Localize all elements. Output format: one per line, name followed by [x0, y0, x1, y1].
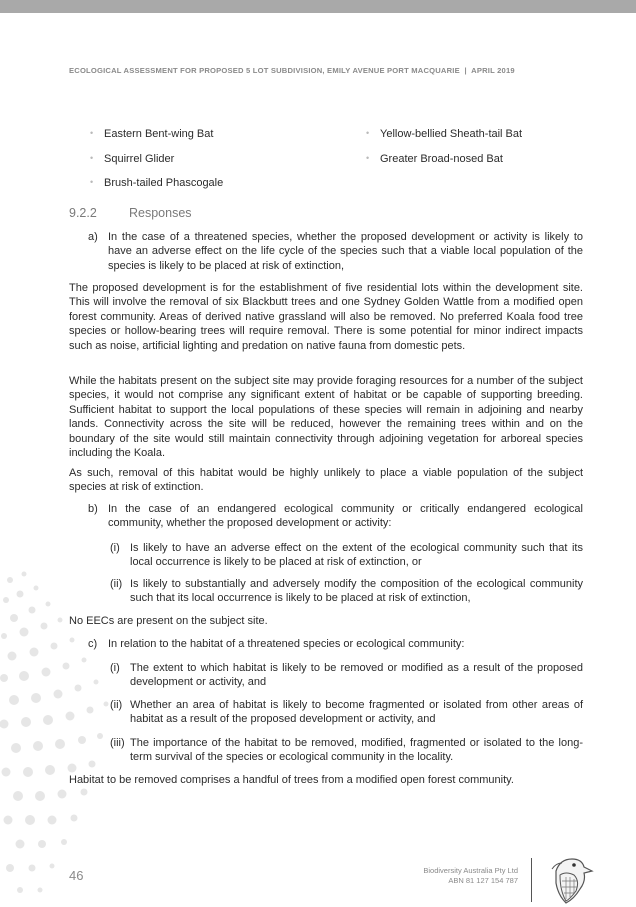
- list-item: • Greater Broad-nosed Bat: [366, 153, 503, 165]
- bullet-icon: •: [90, 128, 94, 138]
- item-b-sub-i-label: (i): [110, 542, 120, 554]
- company-name: Biodiversity Australia Pty Ltd: [423, 866, 518, 875]
- item-c-sub-iii-label: (iii): [110, 737, 125, 749]
- top-banner-bar: [0, 0, 636, 13]
- item-c-text: In relation to the habitat of a threatened species or ecological community:: [108, 638, 465, 650]
- item-a-text: In the case of a threatened species, whether the proposed development or activity is likely to have an adverse effect on the life cycle of the species such that a viable local population of the species is likely to be placed at risk of extinction,: [108, 231, 583, 272]
- bullet-icon: •: [366, 153, 370, 163]
- company-abn: ABN 81 127 154 787: [448, 876, 518, 885]
- item-c-sub-i-text: The extent to which habitat is likely to be removed or modified as a result of the proposed development or activity, and: [130, 662, 583, 689]
- paragraph-5: Habitat to be removed comprises a handful of trees from a modified open forest community.: [69, 774, 514, 786]
- item-c-sub-i-label: (i): [110, 662, 120, 674]
- paragraph-1: The proposed development is for the establishment of five residential lots within the development site. This will involve the removal of six Blackbutt trees and one Sydney Golden Wattle from a modified open forest community. Areas of derived native grassland will also be removed. No preferred Koala food tree species or hollow-bearing trees will require removal. There is some potential for minor indirect impacts such as noise, artificial lighting and predation on native fauna from domestic pets.: [69, 282, 583, 352]
- item-b-label: b): [88, 503, 98, 515]
- item-c-label: c): [88, 638, 98, 650]
- footer-divider: [531, 858, 532, 902]
- header-separator: |: [464, 66, 467, 75]
- item-b-sub-ii-text: Is likely to substantially and adversely modify the composition of the ecological community such that its local occurrence is likely to be placed at risk of extinction,: [130, 578, 583, 605]
- list-item: • Eastern Bent-wing Bat: [90, 128, 214, 140]
- bullet-icon: •: [366, 128, 370, 138]
- item-a-label: a): [88, 231, 98, 243]
- item-b-text: In the case of an endangered ecological community or critically endangered ecological community, whether the proposed development or activity:: [108, 503, 583, 530]
- page-number: 46: [69, 868, 84, 883]
- item-b-sub-ii-label: (ii): [110, 578, 123, 590]
- paragraph-2: While the habitats present on the subject site may provide foraging resources for a number of the subject species, it would not comprise any significant extent of habitat or be capable of supporting breeding. Sufficient habitat to support the local populations of these species will remain in adjoining and nearby lands. Connectivity across the site will be reduced, however the remaining trees within and on the boundary of the site would still maintain connectivity through adjoining vegetation for arboreal species including the Koala.: [69, 375, 583, 460]
- bullet-icon: •: [90, 153, 94, 163]
- decorative-dot-pattern: [0, 560, 120, 907]
- list-item: • Yellow-bellied Sheath-tail Bat: [366, 128, 523, 140]
- item-c-sub-iii-text: The importance of the habitat to be removed, modified, fragmented or isolated to the long-term survival of the species or ecological community in the locality.: [130, 737, 583, 764]
- running-header: [69, 66, 589, 75]
- company-info: [400, 866, 518, 886]
- running-title: ECOLOGICAL ASSESSMENT FOR PROPOSED 5 LOT SUBDIVISION, EMILY AVENUE PORT MACQUARIE: [69, 66, 460, 75]
- item-c-sub-ii-label: (ii): [110, 699, 123, 711]
- paragraph-3: As such, removal of this habitat would be highly unlikely to place a viable population of the subject species at risk of extinction.: [69, 467, 583, 494]
- section-number: 9.2.2: [69, 206, 97, 220]
- item-c-sub-ii-text: Whether an area of habitat is likely to become fragmented or isolated from other areas of habitat as a result of the proposed development or activity, and: [130, 699, 583, 726]
- bird-logo-icon: [546, 851, 594, 905]
- item-b-sub-i-text: Is likely to have an adverse effect on the extent of the ecological community such that its local occurrence is likely to be placed at risk of extinction, or: [130, 542, 583, 569]
- bullet-icon: •: [90, 177, 94, 187]
- section-heading: [69, 206, 192, 220]
- list-item: • Brush-tailed Phascogale: [90, 177, 224, 189]
- header-date: APRIL 2019: [471, 66, 515, 75]
- section-title: Responses: [129, 206, 192, 220]
- paragraph-4: No EECs are present on the subject site.: [69, 615, 268, 627]
- list-item: • Squirrel Glider: [90, 153, 175, 165]
